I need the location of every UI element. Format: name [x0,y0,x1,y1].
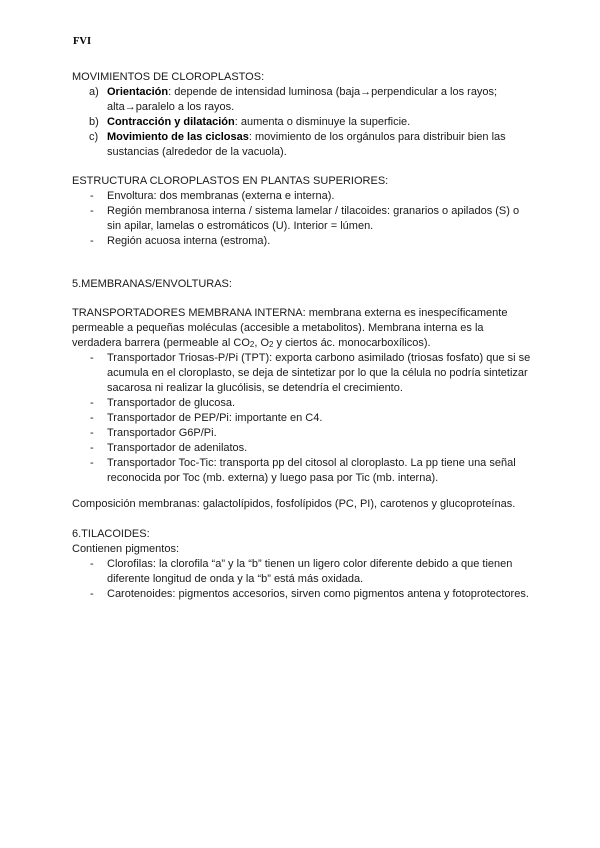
item-text: Clorofilas: la clorofila “a” y la “b” tienen un ligero color diferente debido a que tienen diferente longitud de onda y la “b” está más oxidada. [107,558,513,585]
list-marker: - [90,558,94,570]
list-item [72,115,532,130]
section-title: MOVIMIENTOS DE CLOROPLASTOS: [72,71,265,83]
structure-list [72,189,532,249]
movements-list [72,85,532,160]
item-text: Transportador de adenilatos. [107,442,248,454]
list-item [72,557,532,587]
item-text: Región acuosa interna (estroma). [107,235,271,247]
list-item [72,351,532,396]
item-text: Transportador de glucosa. [107,397,235,409]
intro-text: TRANSPORTADORES MEMBRANA INTERNA: membrana externa es inespecíficamente permeable a pequeñas moléculas (accesible a metabolitos). Membrana interna es la verdadera barrera (permeable al CO [72,307,508,349]
list-marker: c) [89,131,99,143]
list-marker: - [90,427,94,439]
item-text: : aumenta o disminuye la superficie. [234,116,411,128]
section-title: ESTRUCTURA CLOROPLASTOS EN PLANTAS SUPERIORES: [72,175,389,187]
list-marker: - [90,397,94,409]
section-title: 5.MEMBRANAS/ENVOLTURAS: [72,278,232,290]
composition-text: Composición membranas: galactolípidos, fosfolípidos (PC, PI), carotenos y glucoproteínas. [72,498,516,510]
list-item [72,441,532,456]
item-text: : depende de intensidad luminosa (baja→perpendicular a los rayos; alta→paralelo a los rayos. [107,86,498,113]
item-term: Contracción y dilatación [107,116,235,128]
item-text: Carotenoides: pigmentos accesorios, sirven como pigmentos antena y fotoprotectores. [107,588,529,600]
section-subtitle: Contienen pigmentos: [72,543,180,555]
list-marker: - [90,442,94,454]
list-marker: b) [89,116,99,128]
list-marker: - [90,412,94,424]
list-marker: - [90,205,94,217]
list-marker: - [90,190,94,202]
intro-paragraph [72,306,532,351]
section-chloroplast-movements [72,70,532,160]
section-chloroplast-structure [72,174,532,249]
list-marker: - [90,235,94,247]
section-inner-membrane-transporters [72,306,532,486]
list-item [72,396,532,411]
item-text: Transportador G6P/Pi. [107,427,217,439]
item-term: Orientación [107,86,169,98]
list-item [72,85,532,115]
item-text: Envoltura: dos membranas (externa e interna). [107,190,335,202]
item-text: : movimiento de los orgánulos para distribuir bien las sustancias (alrededor de la vacuola). [107,131,506,158]
item-term: Movimiento de las ciclosas [107,131,249,143]
transporters-list [72,351,532,486]
item-text: Transportador Toc-Tic: transporta pp del citosol al cloroplasto. La pp tiene una señal reconocida por Toc (mb. externa) y luego pasa por Tic (mb. interna). [107,457,516,484]
item-text: Transportador de PEP/Pi: importante en C4. [107,412,323,424]
intro-text: , O [254,337,270,349]
pigments-list [72,557,532,602]
subscript: 2 [249,340,255,349]
list-item [72,204,532,234]
list-item [72,587,532,602]
list-item [72,234,532,249]
list-item [72,411,532,426]
list-item [72,456,532,486]
list-marker: - [90,352,94,364]
list-marker: a) [89,86,99,98]
section-membranes [72,277,532,292]
item-text: Transportador Triosas-P/Pi (TPT): exporta carbono asimilado (triosas fosfato) que si se acumula en el cloroplasto, se deja de sintetizar por lo que la célula no podría sintetizar sacarosa ni realizar la glucólisis, se detendría el crecimiento. [107,352,531,394]
section-membrane-composition [72,497,542,512]
list-item [72,130,532,160]
section-thylakoids [72,527,532,602]
item-text: Región membranosa interna / sistema lamelar / tilacoides: granarios o apilados (S) o sin apilar, lamelas o estromáticos (U). Interior = lúmen. [107,205,520,232]
subscript: 2 [269,340,274,349]
list-item [72,426,532,441]
section-title: 6.TILACOIDES: [72,528,150,540]
page-header-code: FVI [73,36,92,47]
list-item [72,189,532,204]
list-marker: - [90,457,94,469]
intro-text: y ciertos ác. monocarboxílicos). [273,337,431,349]
list-marker: - [90,588,94,600]
